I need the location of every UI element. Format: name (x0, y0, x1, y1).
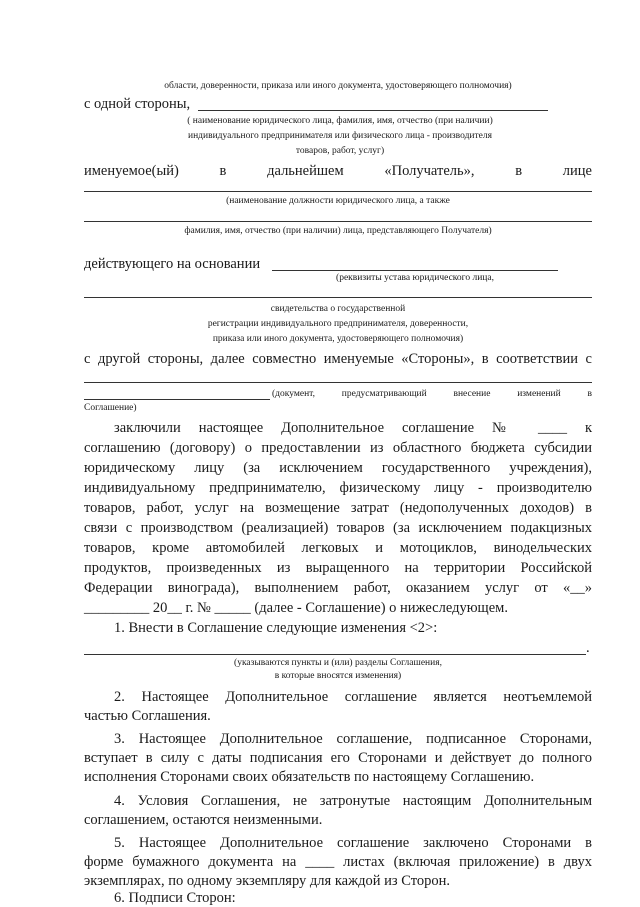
period: . (586, 640, 590, 656)
word: «Получатель», (384, 163, 475, 179)
word: дальнейшем (267, 163, 344, 179)
fill-line (84, 398, 270, 400)
fill-line (84, 190, 592, 192)
item-5-cont: экземплярах, по одному экземпляру для каждой из Сторон. (84, 873, 450, 889)
fill-line (272, 269, 558, 271)
fill-line (84, 296, 592, 298)
body-line: связи с производством (реализацией) товаров (за исключением подакцизных (84, 520, 592, 536)
body-line: товаров, кроме автомобилей легковых и мотоциклов, винодельческих (84, 540, 592, 556)
note-line: фамилия, имя, отчество (при наличии) лица, представляющего Получателя) (184, 226, 492, 236)
body-line: индивидуальному предпринимателю, физическому лицу - производителю (84, 480, 592, 496)
note-line: Соглашение) (84, 403, 137, 413)
fill-line (84, 381, 592, 383)
word: лице (562, 163, 592, 179)
item-3-cont: исполнения Сторонами своих обязательств по настоящему Соглашению. (84, 769, 535, 785)
note-line: ( наименование юридического лица, фамилия, имя, отчество (при наличии) (187, 116, 493, 126)
body-line: соглашению (договору) о предоставлении из областного бюджета субсидии (84, 440, 592, 456)
note-line: товаров, работ, услуг) (295, 146, 385, 156)
body-line: юридическому лицу (за исключением государственного учреждения), (84, 460, 592, 476)
note-line: приказа или иного документа, удостоверяющего полномочия) (212, 334, 464, 344)
note-line: в которые вносятся изменения) (274, 671, 402, 681)
body-line: продуктов, произведенных из выращенного на территории Российской (84, 560, 592, 576)
note-line: свидетельства о государственной (270, 304, 406, 314)
word: в (515, 163, 523, 179)
parties-line: с другой стороны, далее совместно именуемые «Стороны», в соответствии с (84, 351, 592, 367)
item-1: 1. Внести в Соглашение следующие изменения <2>: (114, 620, 438, 636)
note-line: области, доверенности, приказа или иного документа, удостоверяющего полномочия) (164, 81, 512, 91)
note-line: (указываются пункты и (или) разделы Соглашения, (234, 658, 442, 668)
body-line: заключили настоящее Дополнительное соглашение № ____ к (114, 420, 592, 436)
word: в (219, 163, 227, 179)
item-5-cont: форме бумажного документа на ____ листах (включая приложение) в двух (84, 854, 592, 870)
item-2: 2. Настоящее Дополнительное соглашение является неотъемлемой (114, 689, 592, 705)
item-5: 5. Настоящее Дополнительное соглашение заключено Сторонами в (114, 835, 592, 851)
fill-line (198, 109, 548, 111)
note-line: индивидуального предпринимателя или физического лица - производителя (188, 131, 492, 141)
recipient-line (84, 163, 592, 180)
item-3-cont: вступает в силу с даты подписания его Сторонами и действует до полного (84, 750, 592, 766)
fill-line (84, 653, 586, 655)
item-4-cont: соглашением, остаются неизменными. (84, 812, 323, 828)
note-line: (реквизиты устава юридического лица, (336, 273, 494, 283)
body-line: _________ 20__ г. № _____ (далее - Соглашение) о нижеследующем. (84, 600, 508, 616)
item-3: 3. Настоящее Дополнительное соглашение, подписанное Сторонами, (114, 731, 592, 747)
party-one-label: с одной стороны, (84, 96, 191, 112)
note-line: (наименование должности юридического лица, а также (226, 196, 450, 206)
note-line: (документ, предусматривающий внесение изменений в (272, 389, 592, 399)
item-4: 4. Условия Соглашения, не затронутые настоящим Дополнительным (114, 793, 592, 809)
note-line: регистрации индивидуального предпринимателя, доверенности, (207, 319, 469, 329)
item-6: 6. Подписи Сторон: (114, 890, 236, 906)
body-line: Федерации винограда), выполнением работ, оказанием услуг от «__» (84, 580, 592, 596)
basis-label: действующего на основании (84, 256, 261, 272)
fill-line (84, 220, 592, 222)
body-line: товаров, работ, услуг на возмещение затрат (недополученных доходов) в (84, 500, 592, 516)
word: именуемое(ый) (84, 163, 179, 179)
item-2-cont: частью Соглашения. (84, 708, 211, 724)
